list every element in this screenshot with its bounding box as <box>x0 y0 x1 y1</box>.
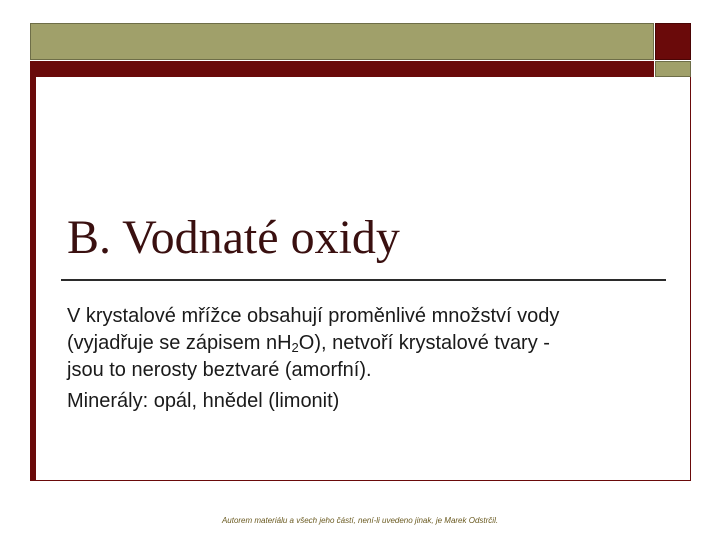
header-square-red <box>655 23 691 60</box>
body-line-1: V krystalové mřížce obsahují proměnlivé množství vody <box>67 305 560 327</box>
author-footer: Autorem materiálu a všech jeho částí, není-li uvedeno jinak, je Marek Odstrčil. <box>221 516 499 525</box>
body-line-2-end: O), netvoří krystalové tvary - <box>298 332 550 354</box>
slide-title: B. Vodnaté oxidy <box>67 211 400 264</box>
header-strip-red <box>30 61 654 77</box>
title-divider <box>61 279 666 281</box>
body-line-2-start: (vyjadřuje se zápisem nH <box>67 332 292 354</box>
header-bar-olive <box>30 23 654 60</box>
minerals-line: Minerály: opál, hnědel (limonit) <box>67 390 340 412</box>
formula-subscript: 2 <box>291 340 299 355</box>
slide-body <box>67 303 667 415</box>
header-square-olive <box>655 61 691 77</box>
body-paragraph <box>67 303 667 384</box>
body-line-3: jsou to nerosty beztvaré (amorfní). <box>67 359 372 381</box>
